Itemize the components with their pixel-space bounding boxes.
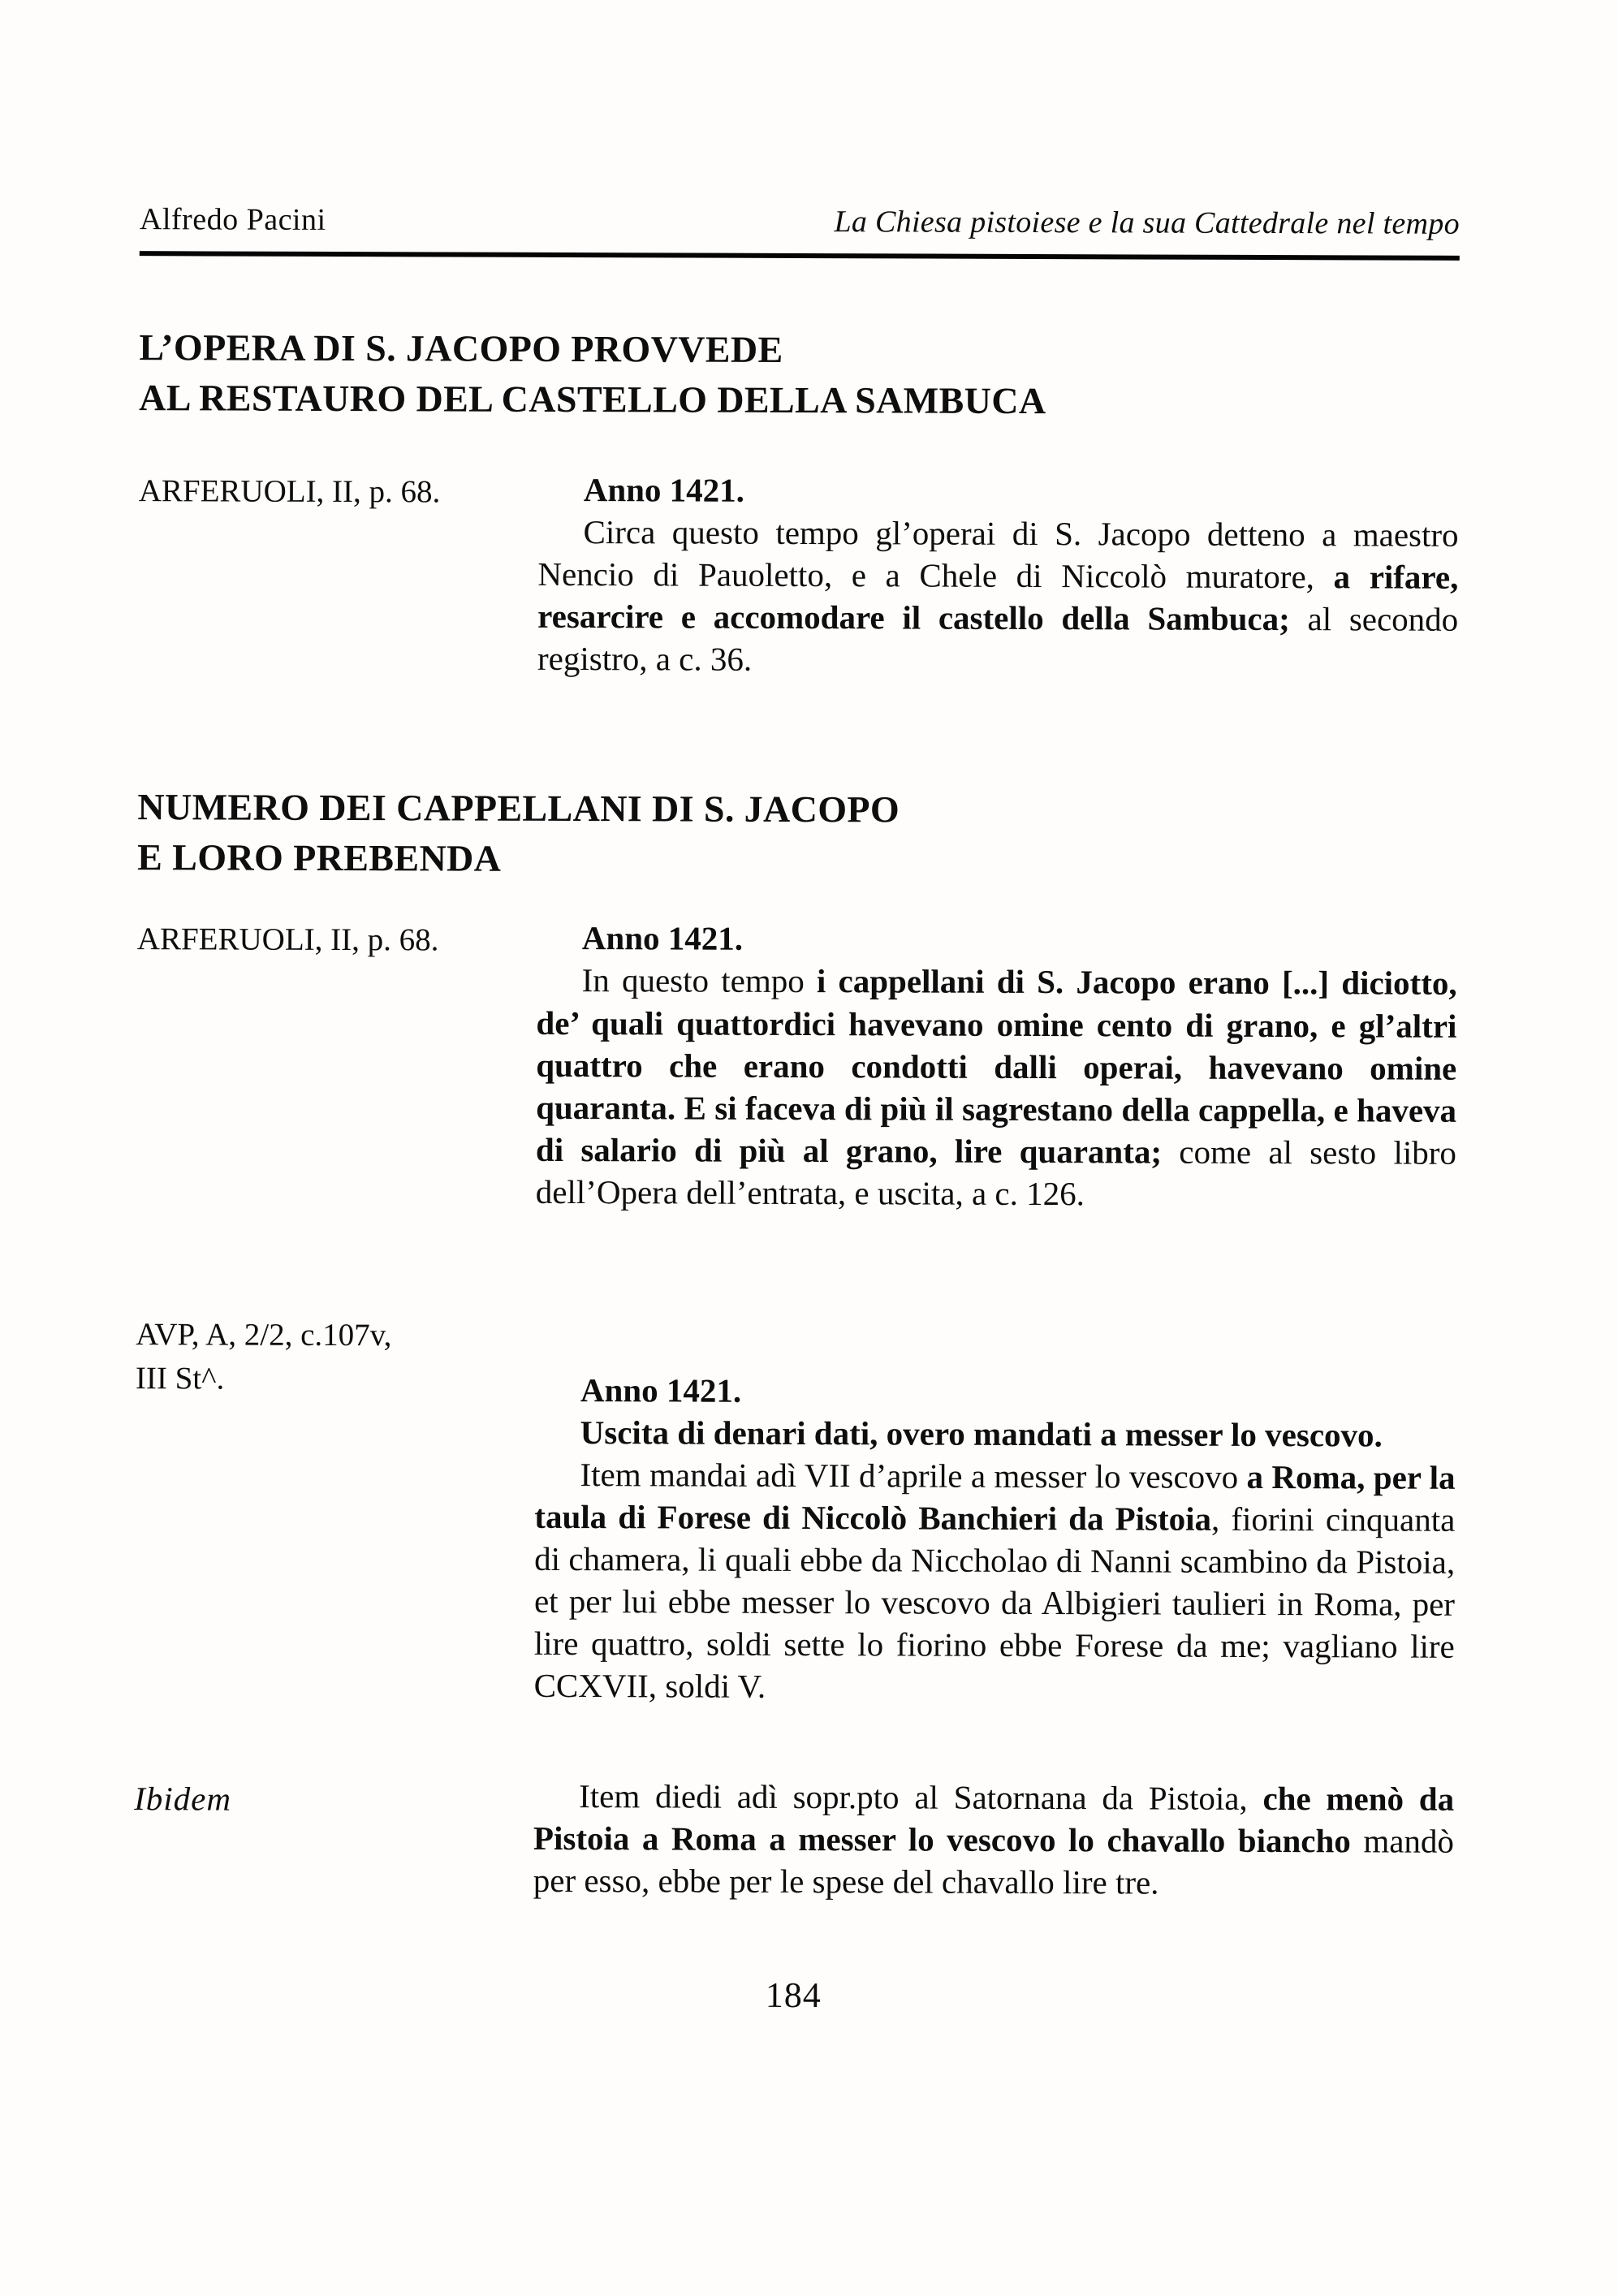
section-heading-line: NUMERO DEI CAPPELLANI DI S. JACOPO xyxy=(137,786,900,831)
source-reference-text: AVP, A, 2/2, c.107v, xyxy=(136,1316,392,1353)
anno-heading: Anno 1421. xyxy=(583,470,745,509)
entry-paragraph xyxy=(536,959,1457,1215)
entry-subtitle: Uscita di denari dati, overo mandati a messer lo vescovo. xyxy=(580,1413,1383,1454)
paragraph-run-bold: i cappellani di S. Jacopo erano [...] diciotto, de’ quali quattordici havevano omine cento di grano, e gl’altri quattro che erano condotti dalli operai, havevano omine quaranta. E si faceva di più il sagrestano della cappella, e haveva di salario di più al grano, lire quaranta; xyxy=(535,962,1457,1171)
entry-body xyxy=(537,468,1459,683)
entry-body xyxy=(536,917,1457,1215)
source-reference-text: ARFERUOLI, II, p. 68. xyxy=(136,921,439,958)
source-reference xyxy=(135,1310,536,1707)
paragraph-run: Item mandai adì VII d’aprile a messer lo vescovo xyxy=(580,1456,1247,1495)
section-heading-opera xyxy=(139,322,1459,428)
header-rule xyxy=(140,251,1460,261)
source-reference-text: III St^. xyxy=(135,1361,225,1396)
anno-heading: Anno 1421. xyxy=(580,1370,742,1409)
paragraph-run: , fiorini cinquanta di chamera, li quali ebbe da Niccholao di Nanni scambino da Pistoia, et per lui ebbe messer lo vescovo da Albigieri taulieri in Roma, per lire quattro, soldi sette lo fiorino ebbe Forese da me; vagliano lire CCXVII, soldi V. xyxy=(533,1500,1456,1706)
section-heading-line: L’OPERA DI S. JACOPO PROVVEDE xyxy=(139,326,783,370)
entry-body xyxy=(534,1369,1456,1710)
anno-heading: Anno 1421. xyxy=(581,919,744,958)
paragraph-run: come al sesto libro dell’Opera dell’entrata, e uscita, a c. 126. xyxy=(535,1133,1457,1212)
section-heading-line: AL RESTAURO DEL CASTELLO DELLA SAMBUCA xyxy=(139,376,1046,421)
paragraph-run: al secondo registro, a c. 36. xyxy=(537,600,1459,678)
section-heading-numero xyxy=(137,782,1457,887)
page-content xyxy=(133,202,1460,2018)
source-reference xyxy=(138,467,538,680)
entry-body xyxy=(533,1775,1455,1905)
paragraph-run: Circa questo tempo gl’operai di S. Jacopo detteno a maestro Nencio di Pauoletto, e a Chele di Niccolò muratore, xyxy=(537,513,1459,596)
entry-paragraph xyxy=(533,1775,1455,1905)
source-reference-text: Ibidem xyxy=(134,1780,232,1818)
running-header xyxy=(140,202,1460,242)
entry-arferuoli-2 xyxy=(136,916,1457,1216)
entry-arferuoli-1 xyxy=(138,467,1459,683)
paragraph-run: In questo tempo xyxy=(581,961,818,1000)
page-number: 184 xyxy=(765,1974,822,2015)
paragraph-run-bold: a Roma, per la taula di Forese di Niccolò Banchieri da Pistoia xyxy=(534,1457,1456,1538)
paragraph-run: mandò per esso, ebbe per le spese del chavallo lire tre. xyxy=(533,1822,1455,1901)
paragraph-run: Item diedi adì sopr.pto al Satornana da Pistoia, xyxy=(579,1777,1263,1818)
entry-ibidem xyxy=(134,1773,1455,1905)
running-header-author: Alfredo Pacini xyxy=(139,202,326,237)
entry-paragraph xyxy=(534,1453,1456,1710)
section-heading-line: E LORO PREBENDA xyxy=(137,836,502,880)
source-reference-text: ARFERUOLI, II, p. 68. xyxy=(138,473,441,510)
source-reference xyxy=(136,916,537,1213)
source-reference xyxy=(134,1773,534,1901)
entry-avp xyxy=(135,1310,1456,1710)
running-header-title: La Chiesa pistoiese e la sua Cattedrale nel tempo xyxy=(834,205,1460,241)
paragraph-run-bold: che menò da Pistoia a Roma a messer lo vescovo lo chavallo biancho xyxy=(533,1780,1455,1860)
paragraph-run-bold: a rifare, resarcire e accomodare il castello della Sambuca; xyxy=(537,558,1459,638)
entry-paragraph xyxy=(537,511,1459,683)
